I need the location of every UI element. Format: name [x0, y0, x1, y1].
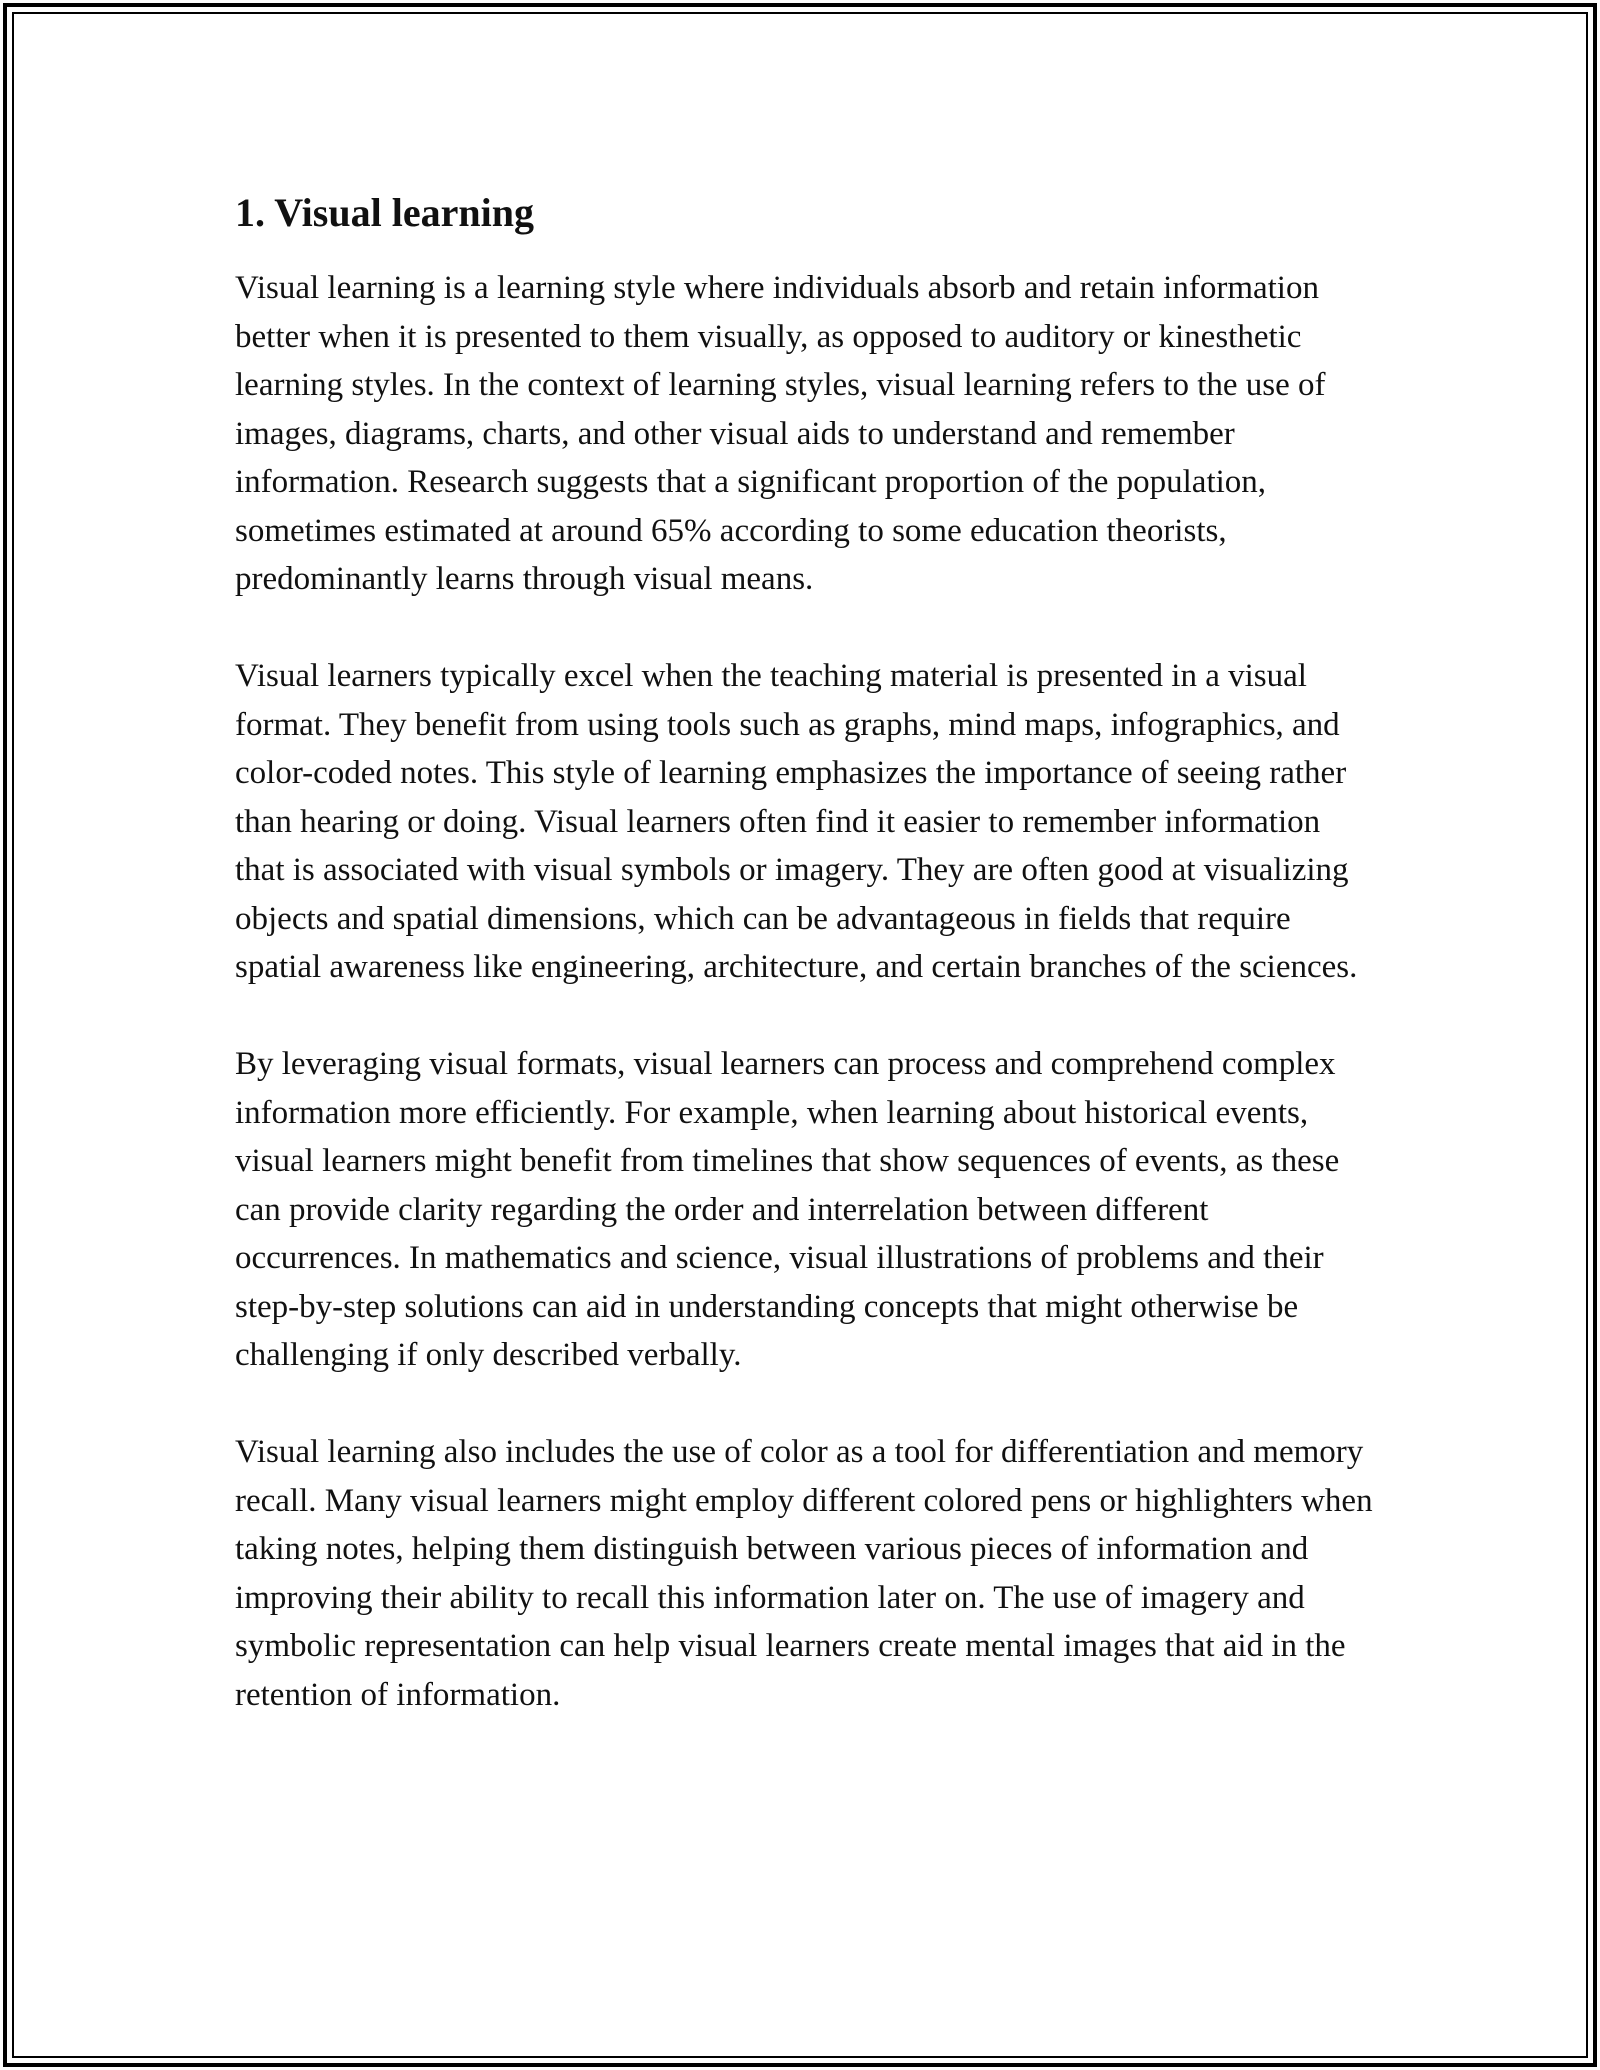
- paragraph-4: Visual learning also includes the use of color as a tool for differentiation and memory recall. Many visual learners might employ different colored pens or highlighters when taking notes, helping them distinguish between various pieces of information and improving their ability to recall this information later on. The use of imagery and symbolic representation can help visual learners create mental images that aid in the retention of information.: [235, 1434, 1373, 1713]
- paragraph-2: Visual learners typically excel when the teaching material is presented in a visual format. They benefit from using tools such as graphs, mind maps, infographics, and color-coded notes. This style of learning emphasizes the importance of seeing rather than hearing or doing. Visual learners often find it easier to remember information that is associated with visual symbols or imagery. They are often good at visualizing objects and spatial dimensions, which can be advantageous in fields that require spatial awareness like engineering, architecture, and certain branches of the sciences.: [235, 658, 1358, 985]
- paragraph-3: By leveraging visual formats, visual learners can process and comprehend complex information more efficiently. For example, when learning about historical events, visual learners might benefit from timelines that show sequences of events, as these can provide clarity regarding the order and interrelation between different occurrences. In mathematics and science, visual illustrations of problems and their step-by-step solutions can aid in understanding concepts that might otherwise be challenging if only described verbally.: [235, 1046, 1340, 1373]
- section-heading: 1. Visual learning: [235, 190, 534, 235]
- paragraph-1: Visual learning is a learning style where individuals absorb and retain information better when it is presented to them visually, as opposed to auditory or kinesthetic learning styles. In the context of learning styles, visual learning refers to the use of images, diagrams, charts, and other visual aids to understand and remember information. Research suggests that a significant proportion of the population, sometimes estimated at around 65% according to some education theorists, predominantly learns through visual means.: [235, 270, 1326, 597]
- document-body: [235, 186, 1375, 1768]
